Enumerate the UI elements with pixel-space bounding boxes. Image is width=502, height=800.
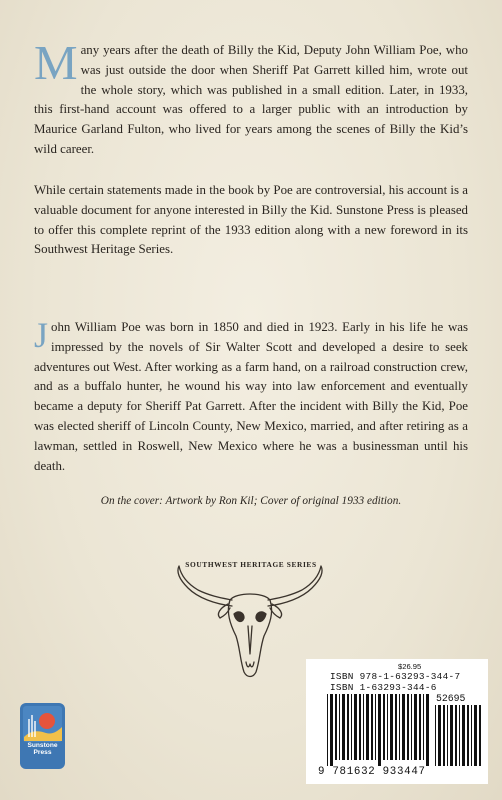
barcode-bar bbox=[354, 694, 357, 760]
barcode-bar bbox=[419, 694, 421, 760]
sunstone-press-logo bbox=[20, 703, 65, 769]
barcode-bar bbox=[474, 705, 477, 766]
series-label: SOUTHWEST HERITAGE SERIES bbox=[185, 560, 317, 569]
barcode-bar bbox=[327, 694, 328, 766]
price-addon-barcode bbox=[434, 705, 482, 766]
barcode-bar bbox=[414, 694, 417, 760]
isbn-10-label: ISBN 1-63293-344-6 bbox=[330, 682, 437, 693]
barcode-bar bbox=[467, 705, 469, 766]
barcode-bar bbox=[342, 694, 345, 760]
drop-cap-m: M bbox=[34, 35, 78, 90]
description-paragraph-1 bbox=[34, 35, 468, 160]
barcode-bar bbox=[330, 694, 333, 766]
barcode-bar bbox=[462, 705, 465, 766]
price-label: $26.95 bbox=[398, 662, 422, 671]
barcode-bar bbox=[459, 705, 460, 766]
barcode-bar bbox=[450, 705, 453, 766]
paragraph-1-text: any years after the death of Billy the Kid, Deputy John William Poe, who was just outside the door when Sheriff Pat Garrett killed him, wrote out the whole story, which was published in a small edition. Later, in 1933, this first-hand account was offered to a larger public with an introduction by Maurice Garland Fulton, who lived for years among the scenes of Billy the Kid’s wild career. bbox=[34, 43, 468, 156]
biography-paragraph bbox=[34, 315, 468, 476]
barcode-bar bbox=[411, 694, 412, 760]
publisher-line-2: Press bbox=[33, 749, 52, 757]
barcode-bar bbox=[383, 694, 385, 760]
barcode-number: 9 781632 933447 bbox=[318, 766, 426, 778]
isbn-barcode bbox=[326, 694, 430, 766]
barcode-bar bbox=[479, 705, 481, 766]
barcode-bar bbox=[351, 694, 352, 760]
price-addon-number: 52695 bbox=[436, 693, 466, 704]
barcode-bar bbox=[347, 694, 349, 760]
barcode-bar bbox=[471, 705, 472, 766]
barcode-bar bbox=[359, 694, 361, 760]
barcode-bar bbox=[387, 694, 388, 760]
barcode-bar bbox=[426, 694, 429, 766]
paragraph-3-text: ohn William Poe was born in 1850 and died in 1923. Early in his life he was impressed by the novels of Sir Walter Scott and developed a desire to seek adventures out West. After working as a farm hand, on a railroad construction crew, and as a buffalo hunter, he wound his way into law enforcement and eventually became a deputy for Sheriff Pat Garrett. After the incident with Billy the Kid, Poe was elected sheriff of Lincoln County, New Mexico, married, and after retiring as a lawman, settled in Roswell, New Mexico where he was a businessman until his death. bbox=[34, 320, 468, 473]
barcode-bar bbox=[390, 694, 393, 760]
barcode-bar bbox=[399, 694, 400, 760]
isbn-13-label: ISBN 978-1-63293-344-7 bbox=[330, 671, 461, 682]
barcode-bar bbox=[339, 694, 340, 760]
barcode-bar bbox=[407, 694, 409, 760]
barcode-bar bbox=[438, 705, 441, 766]
barcode-bar bbox=[443, 705, 445, 766]
barcode-bar bbox=[423, 694, 424, 760]
barcode-bar bbox=[335, 694, 337, 760]
barcode-bar bbox=[366, 694, 369, 760]
barcode-bar bbox=[435, 705, 436, 766]
barcode-bar bbox=[363, 694, 364, 760]
barcode-bar bbox=[371, 694, 373, 760]
barcode-bar bbox=[455, 705, 457, 766]
barcode-bar bbox=[375, 694, 376, 760]
description-paragraph-2: While certain statements made in the book by Poe are controversial, his account is a valuable document for anyone interested in Billy the Kid. Sunstone Press is pleased to offer this complete reprint of the 1933 edition along with a new foreword in its Southwest Heritage Series. bbox=[34, 183, 468, 257]
publisher-line-1: Sunstone bbox=[27, 742, 58, 749]
cover-credit: On the cover: Artwork by Ron Kil; Cover of original 1933 edition. bbox=[100, 495, 402, 507]
barcode-bar bbox=[395, 694, 397, 760]
barcode-bar bbox=[378, 694, 381, 766]
publisher-name bbox=[20, 742, 65, 757]
barcode-bar bbox=[402, 694, 405, 760]
drop-cap-j: J bbox=[34, 315, 49, 355]
barcode-bar bbox=[447, 705, 448, 766]
